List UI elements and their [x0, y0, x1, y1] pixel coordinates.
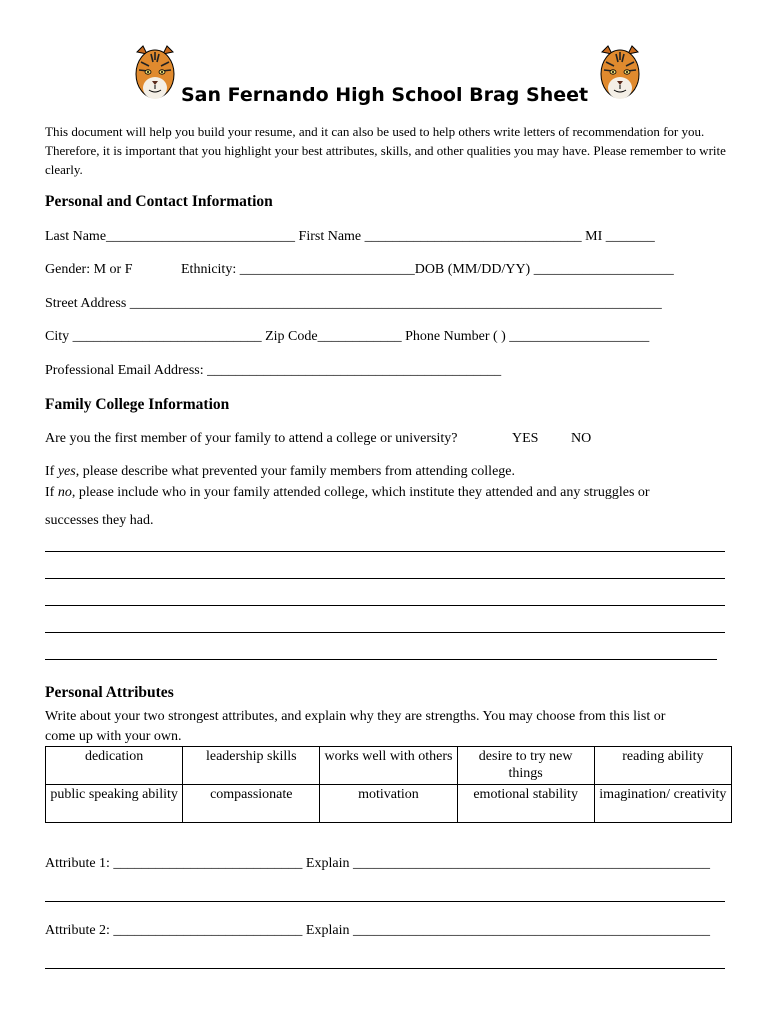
street-address-line[interactable]: Street Address ____________________________________________________________________________ — [45, 296, 662, 311]
table-row — [46, 747, 732, 785]
attribute-cell: works well with others — [320, 747, 457, 785]
attributes-instructions-continued: come up with your own. — [45, 729, 182, 744]
attribute-cell: reading ability — [594, 747, 731, 785]
tiger-mascot-icon — [131, 44, 179, 102]
answer-line[interactable] — [45, 605, 725, 606]
attribute-cell: imagination/ creativity — [594, 785, 731, 823]
attribute-cell: motivation — [320, 785, 457, 823]
attribute-cell: emotional stability — [457, 785, 594, 823]
table-row — [46, 785, 732, 823]
email-line[interactable]: Professional Email Address: __________________________________________ — [45, 363, 502, 378]
attribute-cell: desire to try new things — [457, 747, 594, 785]
attribute-1-line[interactable]: Attribute 1: ___________________________ Explain ___________________________________________________ — [45, 856, 710, 871]
attribute-cell: leadership skills — [183, 747, 320, 785]
no-option[interactable]: NO — [571, 431, 592, 446]
attribute-2-line[interactable]: Attribute 2: ___________________________ Explain ___________________________________________________ — [45, 923, 710, 938]
name-line[interactable]: Last Name___________________________ First Name _______________________________ MI _______ — [45, 229, 655, 244]
answer-line[interactable] — [45, 901, 725, 902]
attribute-cell: dedication — [46, 747, 183, 785]
attribute-cell: public speaking ability — [46, 785, 183, 823]
if-no-instruction-continued: successes they had. — [45, 513, 154, 528]
yes-option[interactable]: YES — [512, 431, 539, 446]
first-generation-question: Are you the first member of your family to attend a college or university? — [45, 431, 458, 446]
gender-field[interactable]: Gender: M or F — [45, 262, 133, 277]
section-heading-personal: Personal and Contact Information — [45, 193, 273, 210]
attributes-instructions: Write about your two strongest attributes, and explain why they are strengths. You may choose from this list or — [45, 709, 666, 724]
answer-line[interactable] — [45, 659, 717, 660]
ethnicity-dob-line[interactable]: Ethnicity: _________________________DOB (MM/DD/YY) ____________________ — [181, 262, 674, 277]
city-zip-phone-line[interactable]: City ___________________________ Zip Code____________ Phone Number ( ) ____________________ — [45, 329, 650, 344]
section-heading-family: Family College Information — [45, 396, 230, 413]
if-yes-instruction: If yes, please describe what prevented your family members from attending college. — [45, 464, 516, 479]
section-heading-attributes: Personal Attributes — [45, 684, 174, 701]
if-no-instruction: If no, please include who in your family attended college, which institute they attended and any struggles or — [45, 485, 650, 500]
answer-line[interactable] — [45, 968, 725, 969]
answer-line[interactable] — [45, 632, 725, 633]
answer-line[interactable] — [45, 551, 725, 552]
answer-line[interactable] — [45, 578, 725, 579]
intro-paragraph: This document will help you build your resume, and it can also be used to help others write letters of recommendation for you. Therefore, it is important that you highlight your best attributes, skills, and other qualities you may have. Please remember to write clearly. — [45, 124, 726, 177]
page-title: San Fernando High School Brag Sheet — [181, 84, 589, 106]
attribute-cell: compassionate — [183, 785, 320, 823]
tiger-mascot-icon — [596, 44, 644, 102]
attributes-table — [45, 746, 732, 823]
